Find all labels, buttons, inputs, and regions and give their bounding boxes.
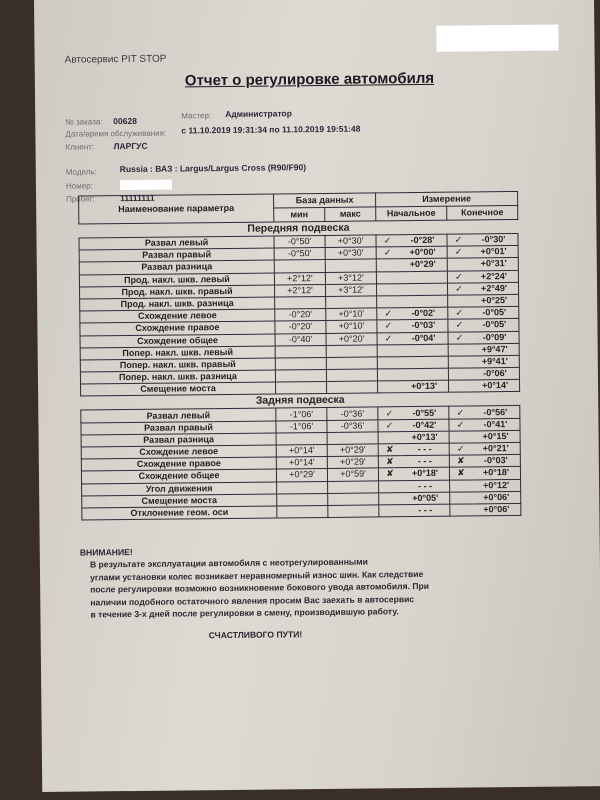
param-name: Развал правый	[81, 421, 276, 435]
param-name: Схождение правое	[81, 457, 276, 471]
db-min	[277, 493, 328, 506]
db-min: +2°12'	[274, 284, 325, 297]
param-name: Развал разница	[81, 433, 276, 447]
db-min	[276, 432, 327, 445]
db-max	[325, 259, 376, 272]
db-max	[327, 432, 378, 445]
notice-line: В результате эксплуатации автомобиля с неотрегулированными	[89, 556, 368, 570]
initial-value: -0°55'	[400, 407, 449, 420]
db-max: -0°36'	[327, 420, 378, 433]
max-header: макс	[325, 207, 376, 222]
param-name: Схождение общее	[81, 469, 276, 483]
notice-block	[80, 544, 430, 642]
farewell-text: СЧАСТЛИВОГО ПУТИ!	[208, 629, 303, 641]
initial-value: +0°18'	[401, 468, 450, 481]
final-status-icon: ✓	[448, 319, 471, 331]
db-min	[274, 260, 325, 273]
final-value: +2°49'	[470, 282, 519, 295]
final-status-icon	[448, 295, 471, 307]
db-min	[277, 481, 328, 494]
initial-value	[400, 356, 449, 369]
page-title: Отчет о регулировке автомобиля	[184, 69, 435, 90]
db-max	[326, 357, 377, 370]
initial-value	[400, 368, 449, 381]
order-label: № заказа:	[65, 117, 103, 127]
final-value: +0°18'	[472, 467, 521, 480]
db-max: +0°29'	[327, 456, 378, 469]
final-value: +9°41'	[471, 355, 520, 368]
initial-status-icon	[379, 505, 402, 517]
initial-value	[399, 271, 448, 284]
plate-label: Номер:	[65, 181, 93, 191]
db-min	[277, 505, 328, 518]
initial-status-icon: ✓	[376, 247, 399, 259]
initial-status-icon	[377, 369, 400, 381]
initial-value: - - -	[401, 443, 450, 456]
db-min	[275, 357, 326, 370]
param-name: Прод. накл. шкв. левый	[79, 273, 274, 287]
initial-value: +0°05'	[401, 492, 450, 505]
param-name: Попер. накл. шкв. разница	[80, 370, 275, 384]
param-name: Попер. накл. шкв. левый	[80, 346, 275, 360]
db-max	[328, 505, 379, 518]
db-min	[276, 382, 327, 395]
db-header: База данных	[274, 193, 376, 208]
param-name: Угол движения	[82, 482, 277, 496]
notice-heading: ВНИМАНИЕ!	[79, 546, 133, 558]
final-status-icon: ✓	[447, 271, 470, 283]
param-name: Развал левый	[79, 236, 274, 250]
db-max: +0°30'	[325, 247, 376, 260]
param-name: Смещение моста	[81, 382, 276, 396]
service-date: с 11.10.2019 19:31:34 по 11.10.2019 19:51:48	[181, 123, 361, 136]
initial-status-icon: ✘	[378, 444, 401, 456]
final-value: -0°03'	[472, 455, 521, 468]
final-value: -0°41'	[471, 418, 520, 431]
initial-value: -0°42'	[400, 419, 449, 432]
date-label: Дата/время обслуживания:	[65, 128, 167, 139]
client-name: ЛАРГУС	[113, 140, 148, 152]
final-status-icon	[448, 344, 471, 356]
db-min: +0°29'	[276, 469, 327, 482]
mileage-label: Пробег:	[66, 194, 95, 204]
final-status-icon: ✘	[449, 467, 472, 479]
db-max	[326, 369, 377, 382]
final-value: -0°30'	[469, 233, 518, 246]
db-min	[275, 345, 326, 358]
param-name: Отклонение геом. оси	[82, 506, 277, 520]
db-min: +2°12'	[274, 272, 325, 285]
initial-status-icon: ✓	[377, 332, 400, 344]
alignment-report-sheet	[34, 0, 600, 792]
final-value: +0°12'	[472, 479, 521, 492]
initial-value: +0°29'	[399, 259, 448, 272]
initial-value: - - -	[401, 480, 450, 493]
param-name: Развал левый	[81, 408, 276, 422]
param-name: Прод. накл. шкв. правый	[80, 285, 275, 299]
notice-line: углами установки колес возникает неравномерный износ шин. Как следствие	[89, 568, 424, 583]
initial-status-icon	[376, 283, 399, 295]
param-header: Наименование параметра	[79, 194, 274, 224]
param-name: Развал правый	[79, 248, 274, 262]
final-status-icon	[449, 431, 472, 443]
db-max: +3°12'	[325, 284, 376, 297]
final-value: +2°24'	[470, 270, 519, 283]
db-min: -1°06'	[276, 420, 327, 433]
db-max	[328, 493, 379, 506]
final-value: +0°06'	[472, 503, 521, 516]
order-number: 00628	[113, 115, 137, 127]
initial-value: -0°28'	[398, 234, 447, 247]
notice-line: после регулировки возможно возникновение бокового увода автомобиля. При	[90, 581, 430, 595]
master-name: Администратор	[225, 108, 292, 120]
initial-status-icon	[379, 492, 402, 504]
initial-status-icon: ✓	[378, 407, 401, 419]
final-value: +0°01'	[470, 246, 519, 259]
db-min: -1°06'	[276, 408, 327, 421]
final-status-icon: ✓	[449, 443, 472, 455]
final-status-icon	[448, 368, 471, 380]
db-max: +0°10'	[326, 308, 377, 321]
car-model: Russia : ВАЗ : Largus/Largus Cross (R90/F90)	[119, 162, 307, 175]
initial-value	[399, 295, 448, 308]
initial-status-icon	[376, 259, 399, 271]
db-min: +0°14'	[276, 457, 327, 470]
front-suspension-title: Передняя подвеска	[247, 221, 350, 235]
initial-status-icon	[377, 344, 400, 356]
param-name: Схождение правое	[80, 321, 275, 335]
final-value: +9°47'	[471, 343, 520, 356]
mileage-value: 11111111	[120, 192, 155, 204]
db-min	[275, 370, 326, 383]
final-status-icon: ✓	[448, 307, 471, 319]
master-label: Мастер:	[181, 111, 212, 121]
final-status-icon	[450, 492, 473, 504]
redacted-area	[436, 25, 558, 52]
final-value: +0°31'	[470, 258, 519, 271]
param-name: Прод. накл. шкв. разница	[80, 297, 275, 311]
initial-value	[400, 344, 449, 357]
final-status-icon: ✓	[448, 331, 471, 343]
final-status-icon	[449, 380, 472, 392]
final-header: Конечное	[447, 205, 518, 220]
initial-status-icon	[377, 357, 400, 369]
final-value: -0°09'	[470, 331, 519, 344]
initial-value: -0°02'	[399, 307, 448, 320]
db-max	[326, 296, 377, 309]
db-max: -0°36'	[327, 407, 378, 420]
final-status-icon: ✓	[447, 283, 470, 295]
initial-status-icon	[376, 271, 399, 283]
initial-status-icon: ✓	[377, 320, 400, 332]
final-status-icon: ✘	[449, 455, 472, 467]
db-min: -0°20'	[275, 321, 326, 334]
final-value: +0°21'	[472, 442, 521, 455]
db-min: -0°20'	[275, 309, 326, 322]
final-value: -0°05'	[470, 307, 519, 320]
param-name: Развал разница	[79, 260, 274, 274]
alignment-table	[78, 191, 521, 521]
param-name: Схождение левое	[80, 309, 275, 323]
final-status-icon: ✓	[449, 406, 472, 418]
db-max: +3°12'	[325, 271, 376, 284]
db-max: +0°59'	[327, 468, 378, 481]
final-value: +0°06'	[472, 491, 521, 504]
initial-value: +0°13'	[400, 380, 449, 393]
model-label: Модель:	[65, 167, 97, 177]
db-max	[328, 480, 379, 493]
company-name: Автосервис PIT STOP	[64, 53, 167, 66]
initial-value: +0°00'	[399, 246, 448, 259]
measure-header: Измерение	[376, 191, 518, 206]
param-name: Смещение моста	[82, 494, 277, 508]
initial-value: - - -	[401, 455, 450, 468]
param-name: Попер. накл. шкв. правый	[80, 358, 275, 372]
initial-status-icon: ✘	[378, 456, 401, 468]
initial-value: -0°03'	[399, 319, 448, 332]
final-value: -0°56'	[471, 406, 520, 419]
final-status-icon	[450, 504, 473, 516]
db-min	[275, 296, 326, 309]
initial-status-icon	[378, 431, 401, 443]
db-min: -0°50'	[274, 248, 325, 261]
db-min: -0°50'	[274, 235, 325, 248]
initial-status-icon	[377, 296, 400, 308]
initial-status-icon: ✓	[377, 308, 400, 320]
client-label: Клиент:	[65, 142, 95, 152]
param-name: Схождение общее	[80, 333, 275, 347]
final-status-icon: ✓	[447, 234, 470, 246]
redacted-plate	[120, 180, 172, 191]
initial-status-icon	[379, 480, 402, 492]
notice-line: в течение 3-х дней после регулировки в смену, производившую работу.	[90, 606, 399, 620]
final-value: -0°06'	[471, 367, 520, 380]
db-max: +0°30'	[325, 235, 376, 248]
initial-value	[399, 283, 448, 296]
db-max	[327, 381, 378, 394]
final-value: +0°15'	[472, 430, 521, 443]
initial-status-icon: ✓	[378, 419, 401, 431]
initial-value: -0°04'	[399, 332, 448, 345]
final-status-icon	[450, 480, 473, 492]
db-max: +0°10'	[326, 320, 377, 333]
initial-status-icon: ✘	[378, 468, 401, 480]
min-header: мин	[274, 207, 325, 222]
final-status-icon	[447, 258, 470, 270]
initial-value: +0°13'	[401, 431, 450, 444]
notice-line: наличии подобного остаточного явления просим Вас заехать в автосервис	[90, 593, 415, 608]
db-max	[326, 345, 377, 358]
db-max: +0°20'	[326, 332, 377, 345]
db-min: +0°14'	[276, 444, 327, 457]
final-value: +0°25'	[470, 294, 519, 307]
final-value: +0°14'	[471, 380, 520, 393]
final-status-icon	[448, 356, 471, 368]
final-status-icon: ✓	[449, 419, 472, 431]
initial-status-icon	[378, 381, 401, 393]
db-min: -0°40'	[275, 333, 326, 346]
param-name: Схождение левое	[81, 445, 276, 459]
rear-suspension-title: Задняя подвеска	[255, 394, 345, 408]
initial-value: - - -	[401, 504, 450, 517]
initial-header: Начальное	[376, 206, 447, 221]
final-value: -0°05'	[470, 319, 519, 332]
initial-status-icon: ✓	[376, 235, 399, 247]
db-max: +0°29'	[327, 444, 378, 457]
final-status-icon: ✓	[447, 246, 470, 258]
